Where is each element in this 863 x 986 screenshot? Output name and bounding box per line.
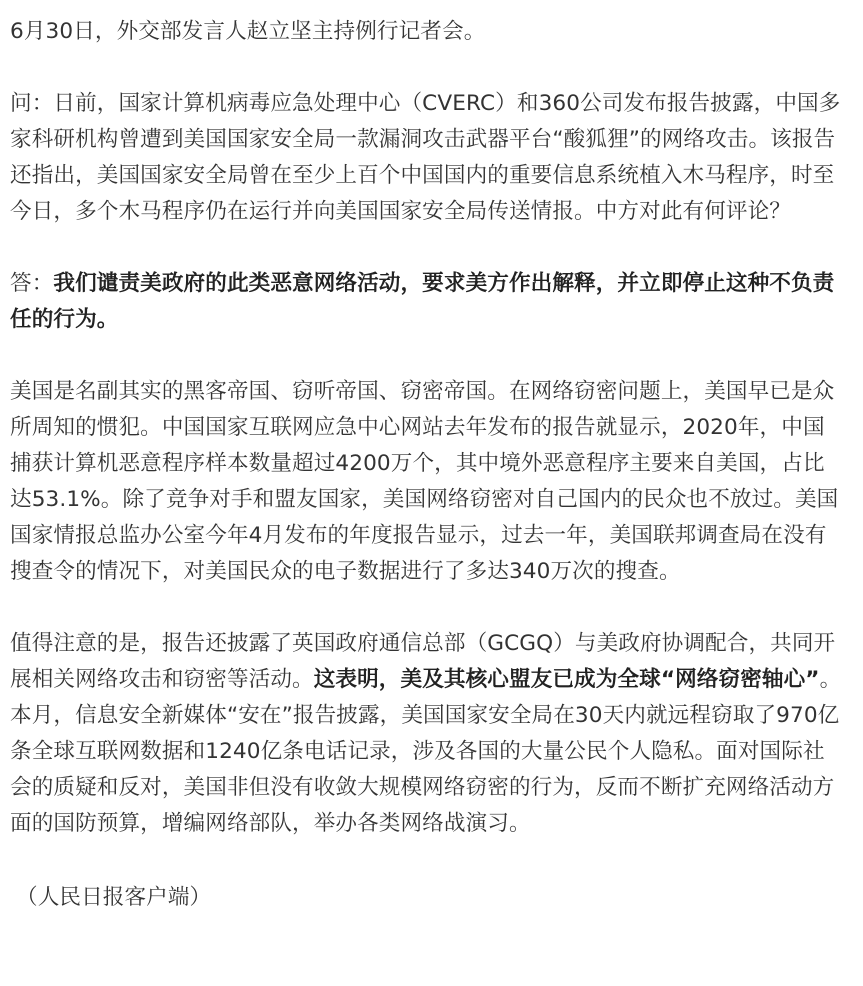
hacker-empire-paragraph: 美国是名副其实的黑客帝国、窃听帝国、窃密帝国。在网络窃密问题上，美国早已是众所周知的惯犯。中国国家互联网应急中心网站去年发布的报告就显示，2020年，中国捕获计算机恶意程序样本数量超过4200万个，其中境外恶意程序主要来自美国，占比达53.1%。除了竞争对手和盟友国家，美国网络窃密对自己国内的民众也不放过。美国国家情报总监办公室今年4月发布的年度报告显示，过去一年，美国联邦调查局在没有搜查令的情况下，对美国民众的电子数据进行了多达340万次的搜查。: [10, 379, 839, 584]
question-paragraph: 问：日前，国家计算机病毒应急处理中心（CVERC）和360公司发布报告披露，中国多家科研机构曾遭到美国国家安全局一款漏洞攻击武器平台“酸狐狸”的网络攻击。该报告还指出，美国国家安全局曾在至少上百个中国国内的重要信息系统植入木马程序，时至今日，多个木马程序仍在运行并向美国国家安全局传送情报。中方对此有何评论？: [10, 91, 841, 224]
axis-text-part1: 值得注意的是，报告还披露了英国政府通信总部（GCGQ）与美政府协调配合，共同开展相关网络攻击和窃密等活动。: [10, 631, 836, 692]
axis-paragraph: [10, 626, 845, 842]
answer-prefix: 答：: [10, 271, 54, 296]
answer-bold-text: 我们谴责美政府的此类恶意网络活动，要求美方作出解释，并立即停止这种不负责任的行为。: [10, 271, 835, 332]
axis-text-part2: 。本月，信息安全新媒体“安在”报告披露，美国国家安全局在30天内就远程窃取了970亿条全球互联网数据和1240亿条电话记录，涉及各国的大量公民个人隐私。面对国际社会的质疑和反对，美国非但没有收敛大规模网络窃密的行为，反而不断扩充网络活动方面的国防预算，增编网络部队，举办各类网络战演习。: [10, 667, 842, 836]
intro-paragraph: 6月30日，外交部发言人赵立坚主持例行记者会。: [10, 19, 486, 44]
source-credit: （人民日报客户端）: [16, 885, 212, 910]
answer-paragraph: [10, 266, 845, 338]
axis-bold-text: 这表明，美及其核心盟友已成为全球“网络窃密轴心”: [313, 667, 820, 692]
